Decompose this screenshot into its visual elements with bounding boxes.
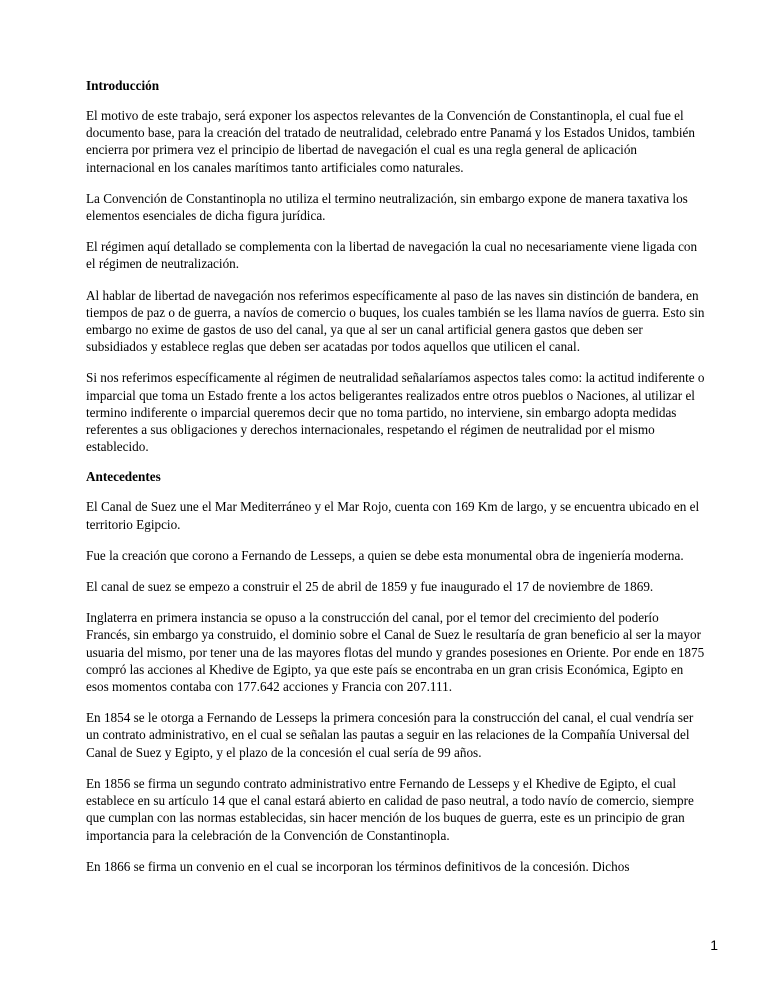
section-heading: Introducción <box>86 78 160 93</box>
section-heading: Antecedentes <box>86 469 161 485</box>
paragraph: Al hablar de libertad de navegación nos referimos específicamente al paso de las naves sin distinción de bandera, en tiempos de paz o de guerra, a navíos de comercio o buques, los cuales también se les llama navíos de guerra. Esto sin embargo no exime de gastos de uso del canal, ya que al ser un canal artificial genera gastos que deben ser subsidiados y establece reglas que deben ser acatadas por todos aquellos que utilicen el canal. <box>86 287 705 355</box>
paragraph: El canal de suez se empezo a construir el 25 de abril de 1859 y fue inaugurado el 17 de noviembre de 1869. <box>86 579 654 595</box>
paragraph: La Convención de Constantinopla no utiliza el termino neutralización, sin embargo expone de manera taxativa los elementos esenciales de dicha figura jurídica. <box>86 190 688 224</box>
page-number: 1 <box>710 937 718 953</box>
section-antecedentes <box>86 469 706 874</box>
paragraph: En 1856 se firma un segundo contrato administrativo entre Fernando de Lesseps y el Khedive de Egipto, el cual establece en su artículo 14 que el canal estará abierto en calidad de paso neutral, a todo navío de comercio, siempre que cumplan con las normas establecidas, sin hacer mención de los buques de guerra, este es un principio de gran importancia para la celebración de la Convención de Constantinopla. <box>86 775 694 843</box>
paragraph: En 1854 se le otorga a Fernando de Lesseps la primera concesión para la construcción del canal, el cual vendría ser un contrato administrativo, en el cual se señalan las pautas a seguir en las relaciones de la Compañía Universal del Canal de Suez y Egipto, y el plazo de la concesión el cual sería de 99 años. <box>86 710 694 760</box>
paragraph: El Canal de Suez une el Mar Mediterráneo y el Mar Rojo, cuenta con 169 Km de largo, y se encuentra ubicado en el territorio Egipcio. <box>86 499 700 532</box>
paragraph: En 1866 se firma un convenio en el cual se incorporan los términos definitivos de la concesión. Dichos <box>86 858 630 874</box>
document-body <box>86 78 706 889</box>
paragraph: Si nos referimos específicamente al régimen de neutralidad señalaríamos aspectos tales como: la actitud indiferente o imparcial que toma un Estado frente a los actos beligerantes realizados entre otros pueblos o Naciones, al utilizar el termino indiferente o imparcial queremos decir que no toma partido, no interviene, sin embargo adopta medidas referentes a sus obligaciones y derechos internacionales, respetando el régimen de neutralidad por el mismo establecido. <box>86 370 705 455</box>
paragraph: El motivo de este trabajo, será exponer los aspectos relevantes de la Convención de Constantinopla, el cual fue el documento base, para la creación del tratado de neutralidad, celebrado entre Panamá y los Estados Unidos, también encierra por primera vez el principio de libertad de navegación el cual es una regla general de aplicación internacional en los canales marítimos tanto artificiales como naturales. <box>86 108 695 175</box>
paragraph: El régimen aquí detallado se complementa con la libertad de navegación la cual no necesariamente viene ligada con el régimen de neutralización. <box>86 239 698 272</box>
paragraph: Inglaterra en primera instancia se opuso a la construcción del canal, por el temor del crecimiento del poderío Francés, sin embargo ya construido, el dominio sobre el Canal de Suez le resultaría de gran beneficio al ser la mayor usuaria del mismo, por tener una de las mayores flotas del mundo y grandes posesiones en Oriente. Por ende en 1875 compró las acciones al Khedive de Egipto, ya que este país se encontraba en un gran crisis Económica, Egipto en esos momentos contaba con 177.642 acciones y Francia con 207.111. <box>86 610 705 695</box>
paragraph: Fue la creación que corono a Fernando de Lesseps, a quien se debe esta monumental obra de ingeniería moderna. <box>86 547 684 563</box>
section-introduccion <box>86 78 706 455</box>
